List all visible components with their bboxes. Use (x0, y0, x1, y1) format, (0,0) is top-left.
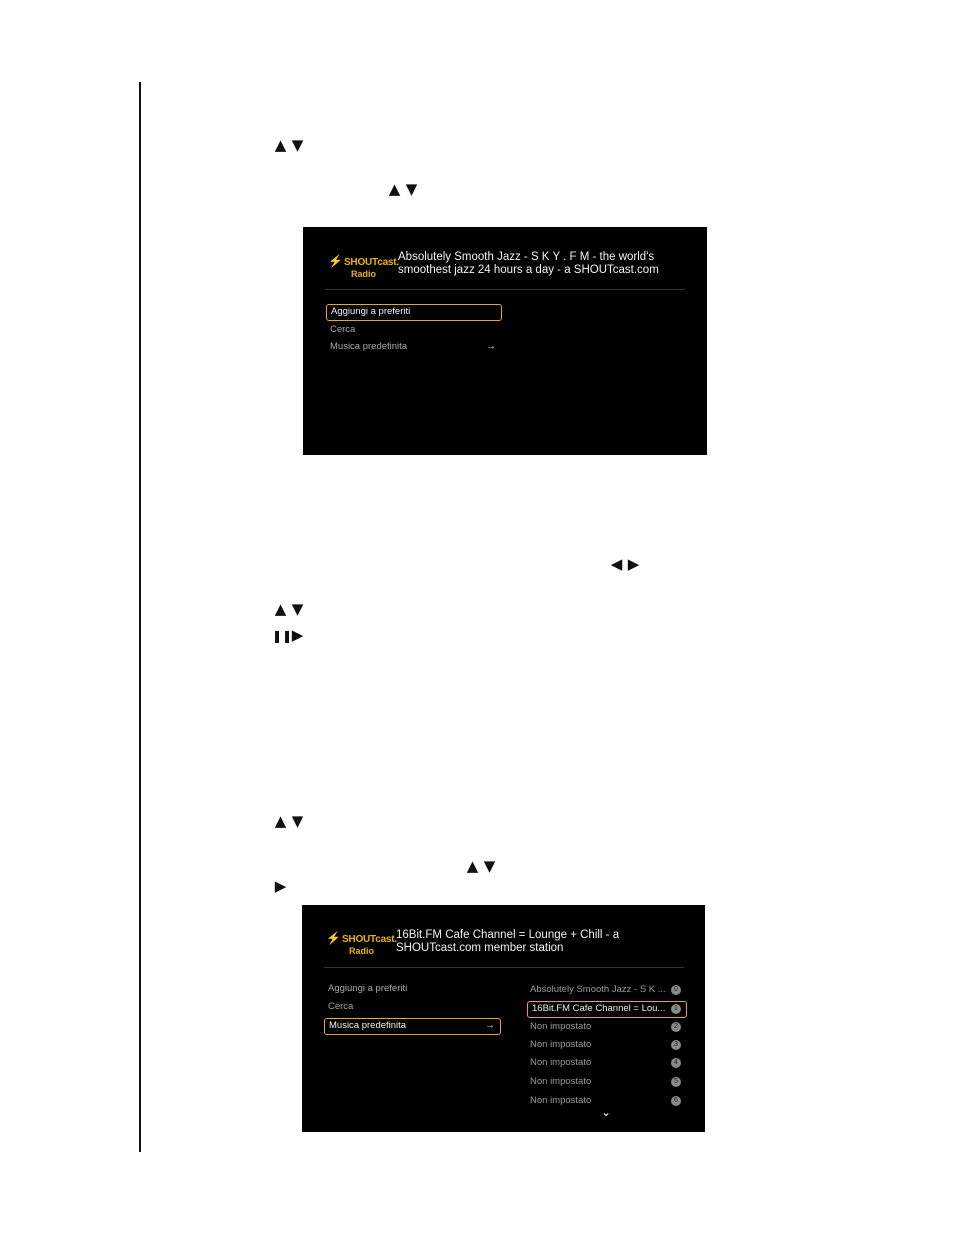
preset-item-4[interactable]: Non impostato 4 (526, 1056, 686, 1072)
tv-screen-favorites-menu (303, 227, 707, 455)
up-down-buttons-row-2 (386, 181, 420, 197)
down-arrow-icon: ▼ (405, 180, 418, 198)
preset-number-badge: 0 (671, 985, 681, 995)
menu-item-add-favorite[interactable]: Aggiungi a preferiti (328, 983, 408, 994)
up-down-buttons-row-3 (272, 601, 306, 617)
right-arrow-icon: ▶ (274, 877, 287, 895)
right-arrow-icon: ▶ (627, 555, 640, 573)
preset-item-1[interactable]: 16Bit.FM Cafe Channel = Lou... 1 (527, 1001, 687, 1018)
up-down-buttons-row-4 (272, 813, 306, 829)
menu-item-search[interactable]: Cerca (328, 1001, 354, 1012)
bolt-icon: ⚡ (326, 931, 341, 945)
up-down-buttons-row-5 (464, 858, 498, 874)
submenu-arrow-icon: → (485, 1020, 495, 1031)
down-arrow-icon: ▼ (291, 812, 304, 830)
preset-number-badge: 1 (671, 1004, 681, 1014)
preset-number-badge: 6 (671, 1096, 681, 1106)
pause-play-buttons (272, 627, 306, 644)
left-right-buttons (608, 556, 642, 572)
shoutcast-logo: ⚡SHOUTcast. Radio (326, 931, 398, 956)
up-arrow-icon: ▲ (466, 857, 479, 875)
down-arrow-icon: ▼ (483, 857, 496, 875)
up-down-buttons-row-1 (272, 137, 306, 153)
preset-number-badge: 5 (671, 1077, 681, 1087)
up-arrow-icon: ▲ (274, 812, 287, 830)
divider (324, 967, 684, 968)
tv-screen-presets-menu (302, 905, 705, 1132)
right-button (272, 878, 289, 894)
down-arrow-icon: ▼ (291, 600, 304, 618)
preset-item-3[interactable]: Non impostato 3 (526, 1038, 686, 1054)
bolt-icon: ⚡ (328, 254, 343, 268)
play-icon: ▶ (291, 626, 304, 644)
divider (325, 289, 685, 290)
scroll-down-chevron-icon[interactable]: ⌄ (601, 1105, 612, 1119)
pause-icon: ❚❚ (272, 629, 293, 643)
station-title: Absolutely Smooth Jazz - S K Y . F M - the world's smoothest jazz 24 hours a day - a SHOUTcast.com (398, 251, 659, 276)
preset-number-badge: 2 (671, 1022, 681, 1032)
preset-item-6[interactable]: Non impostato 6 (526, 1094, 686, 1110)
margin-rule (139, 82, 141, 1152)
submenu-arrow-icon: → (486, 341, 496, 352)
menu-item-default-music[interactable]: Musica predefinita (330, 341, 408, 352)
preset-number-badge: 4 (671, 1058, 681, 1068)
preset-item-0[interactable]: Absolutely Smooth Jazz - S K ... 0 (526, 983, 686, 999)
menu-item-add-favorite[interactable]: Aggiungi a preferiti (326, 304, 502, 321)
left-arrow-icon: ◀ (610, 555, 623, 573)
preset-item-5[interactable]: Non impostato 5 (526, 1075, 686, 1091)
station-title: 16Bit.FM Cafe Channel = Lounge + Chill - a SHOUTcast.com member station (396, 929, 620, 954)
up-arrow-icon: ▲ (388, 180, 401, 198)
preset-number-badge: 3 (671, 1040, 681, 1050)
menu-item-default-music[interactable]: Musica predefinita (324, 1018, 501, 1035)
down-arrow-icon: ▼ (291, 136, 304, 154)
up-arrow-icon: ▲ (274, 600, 287, 618)
preset-item-2[interactable]: Non impostato 2 (526, 1020, 686, 1036)
shoutcast-logo: ⚡SHOUTcast. Radio (328, 254, 400, 279)
menu-item-search[interactable]: Cerca (330, 324, 356, 335)
up-arrow-icon: ▲ (274, 136, 287, 154)
